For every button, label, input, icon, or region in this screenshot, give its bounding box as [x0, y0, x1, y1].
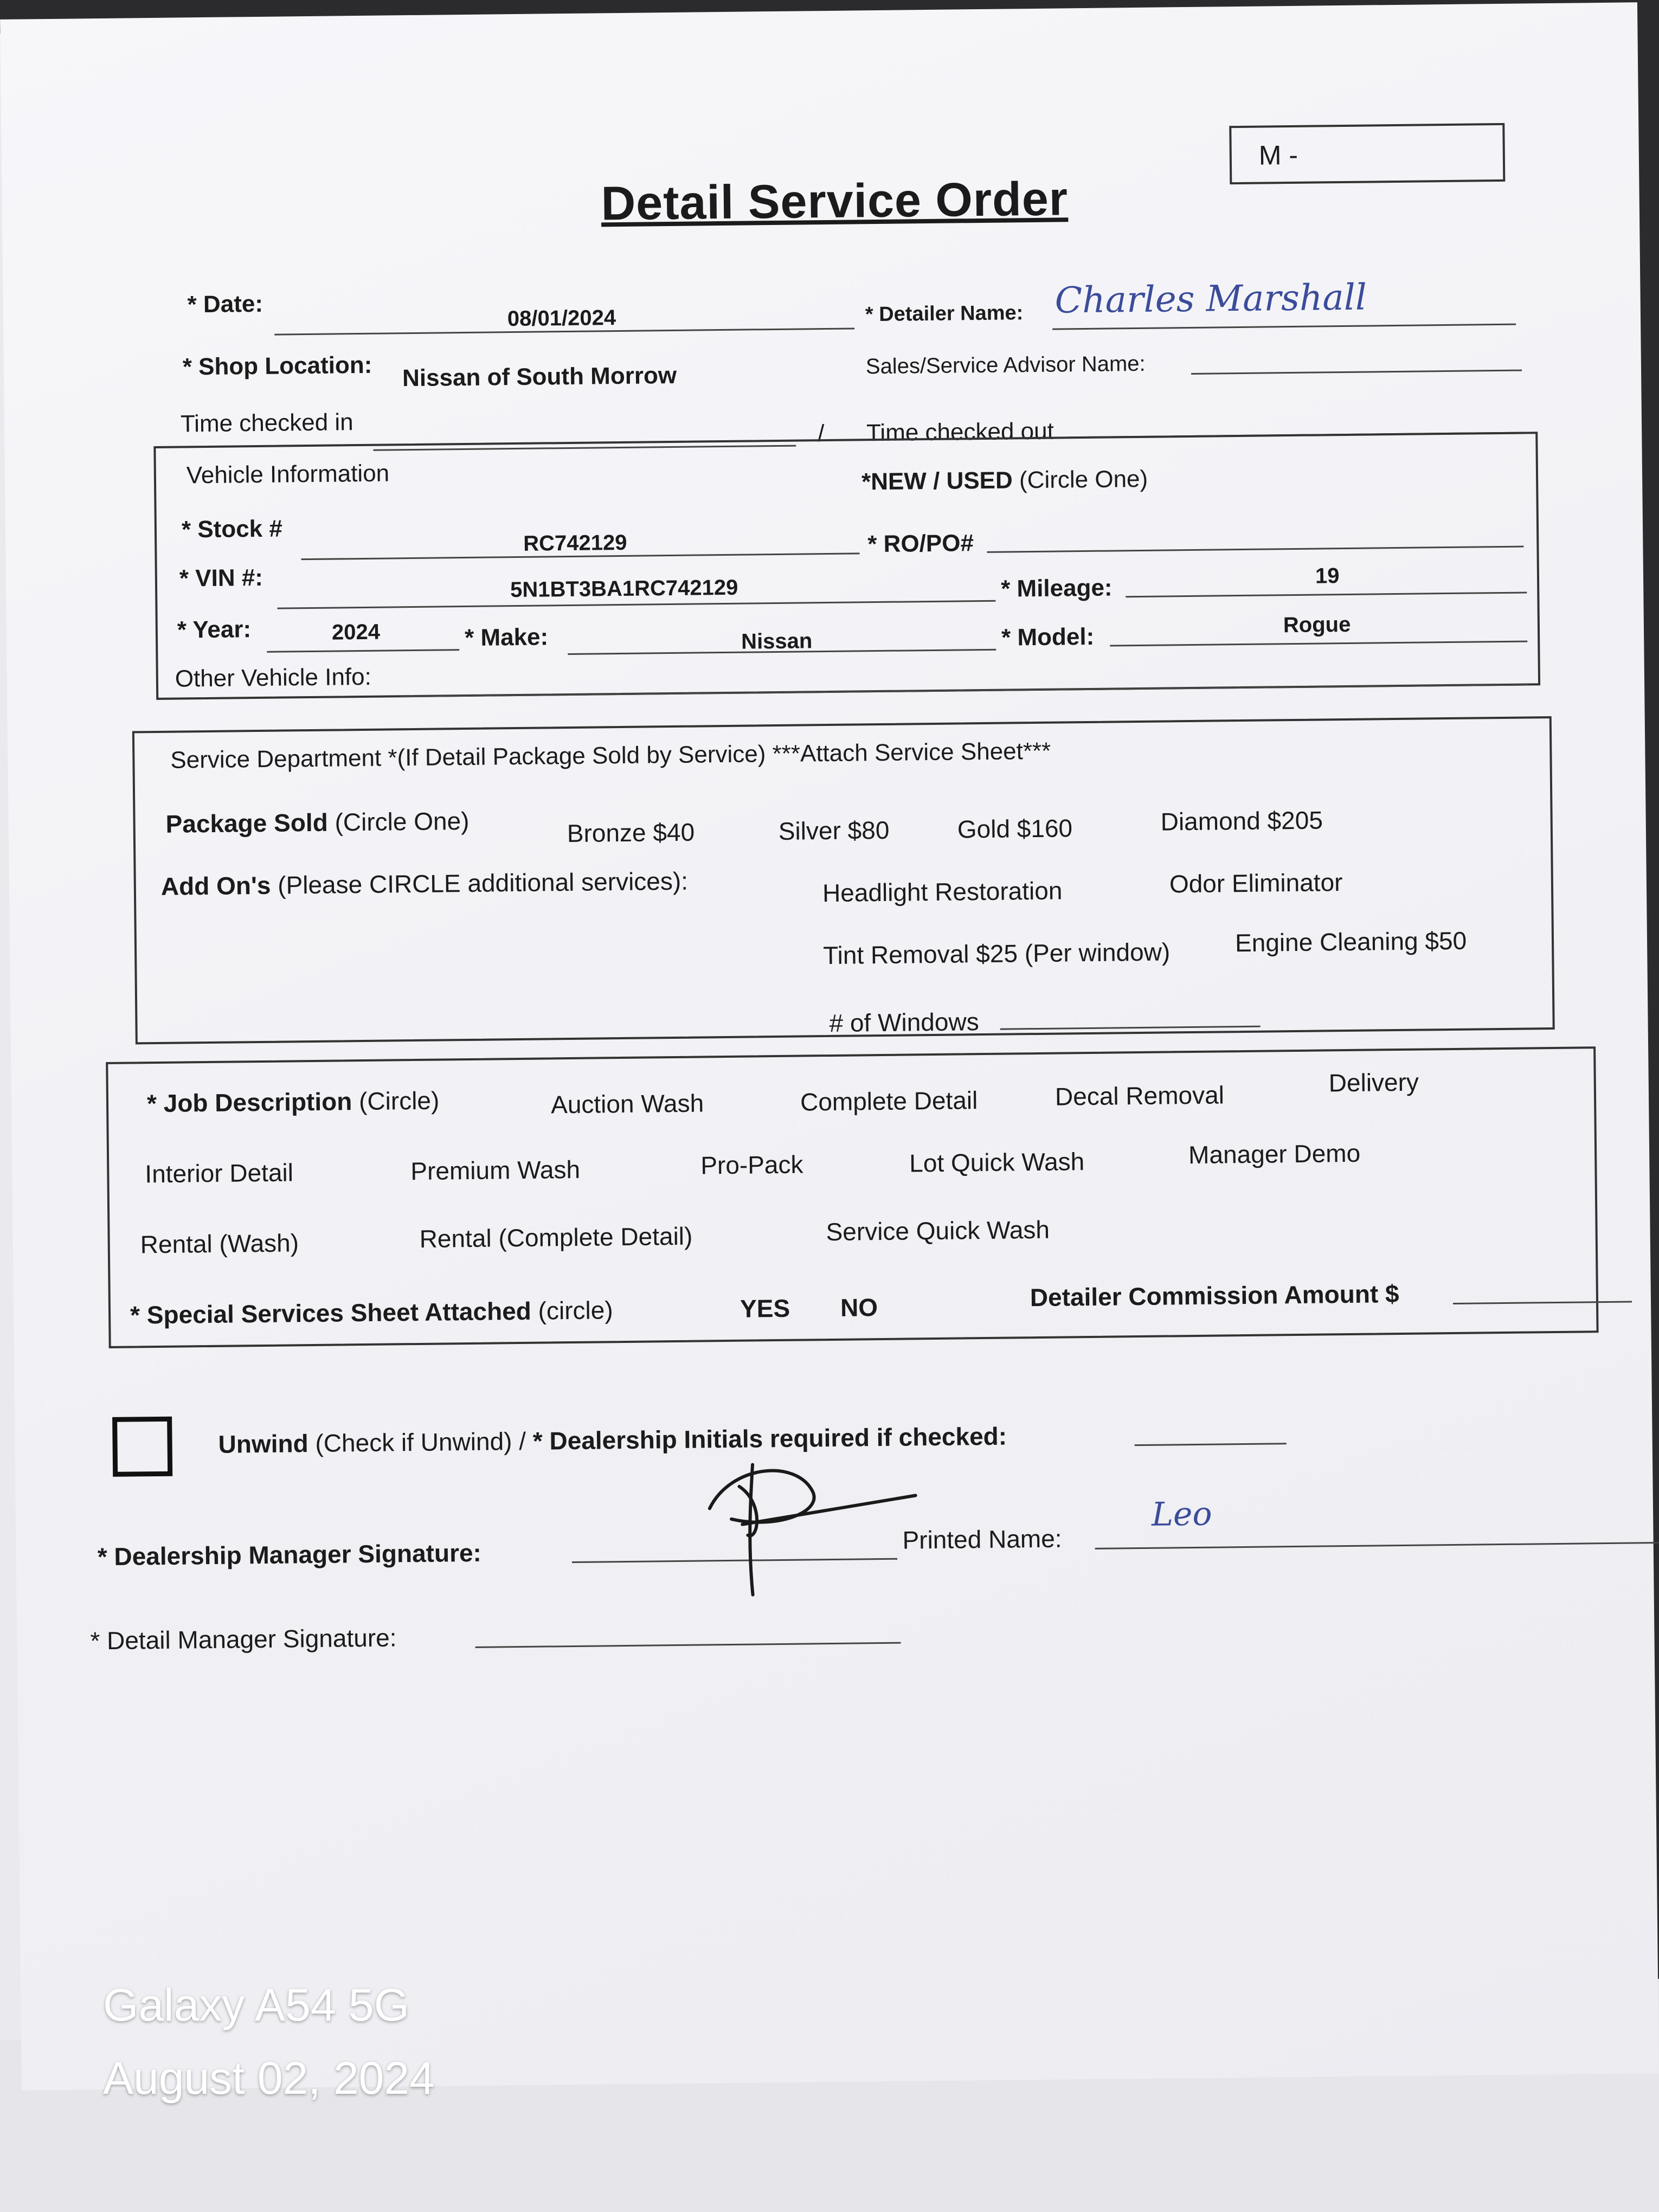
- job-description-row: [147, 1086, 440, 1118]
- ropo-label: * RO/PO#: [867, 530, 974, 558]
- addon-headlight-restoration: Headlight Restoration: [822, 876, 1063, 908]
- printed-name-line: [1095, 1542, 1659, 1549]
- service-heading: Service Department *(If Detail Package Sold by Service) ***Attach Service Sheet***: [170, 737, 1051, 774]
- advisor-label: Sales/Service Advisor Name:: [865, 351, 1146, 379]
- job-decal-removal: Decal Removal: [1054, 1081, 1225, 1111]
- job-interior-detail: Interior Detail: [145, 1158, 294, 1188]
- job-description-label: * Job Description: [146, 1087, 352, 1118]
- make-label: * Make:: [464, 623, 549, 652]
- vin-label: * VIN #:: [179, 564, 263, 592]
- package-silver: Silver $80: [778, 815, 890, 845]
- job-delivery: Delivery: [1328, 1068, 1419, 1097]
- service-order-sheet: [0, 2, 1659, 2090]
- year-value: 2024: [331, 620, 381, 645]
- job-service-quick-wash: Service Quick Wash: [826, 1215, 1050, 1246]
- printed-name-label: Printed Name:: [902, 1524, 1062, 1554]
- job-description-circle-note: (Circle): [358, 1086, 440, 1116]
- detailer-handwritten-name: Charles Marshall: [1054, 276, 1367, 321]
- job-manager-demo: Manager Demo: [1188, 1139, 1361, 1169]
- job-complete-detail: Complete Detail: [800, 1086, 978, 1116]
- addon-tint-removal: Tint Removal $25 (Per window): [822, 937, 1171, 970]
- commission-label: Detailer Commission Amount $: [1030, 1279, 1399, 1312]
- package-sold-row: [165, 806, 469, 839]
- stock-value: RC742129: [523, 530, 627, 556]
- year-label: * Year:: [177, 616, 252, 644]
- new-used-circle-note: (Circle One): [1019, 465, 1148, 494]
- special-services-circle-note: (circle): [538, 1296, 613, 1325]
- model-value: Rogue: [1283, 612, 1351, 638]
- detailer-line: [1052, 324, 1516, 330]
- time-in-label: Time checked in: [180, 409, 353, 438]
- special-yes-option: YES: [740, 1294, 790, 1323]
- package-gold: Gold $160: [957, 814, 1073, 844]
- special-no-option: NO: [840, 1293, 878, 1322]
- new-used-choice: [861, 466, 1148, 496]
- package-sold-circle-note: (Circle One): [335, 806, 470, 837]
- time-out-label: Time checked out: [866, 417, 1054, 447]
- shop-location-label: * Shop Location:: [182, 351, 372, 381]
- stock-label: * Stock #: [181, 515, 283, 543]
- package-bronze: Bronze $40: [567, 818, 695, 848]
- job-auction-wash: Auction Wash: [550, 1089, 704, 1119]
- dealer-manager-signature-label: * Dealership Manager Signature:: [97, 1538, 482, 1571]
- dealership-initials-label: * Dealership Initials required if checked:: [532, 1422, 1007, 1455]
- special-services-row: [130, 1295, 613, 1329]
- vehicle-info-heading: Vehicle Information: [186, 460, 390, 489]
- job-rental-wash: Rental (Wash): [140, 1229, 299, 1259]
- detail-manager-signature-label: * Detail Manager Signature:: [90, 1623, 397, 1655]
- time-separator: /: [817, 420, 825, 447]
- order-number-box: [1229, 123, 1505, 184]
- initials-line: [1135, 1443, 1287, 1446]
- job-rental-complete-detail: Rental (Complete Detail): [419, 1221, 693, 1253]
- unwind-checkbox[interactable]: [112, 1417, 172, 1477]
- special-services-label: * Special Services Sheet Attached: [130, 1296, 532, 1329]
- order-number-label: M -: [1258, 139, 1298, 171]
- job-pro-pack: Pro-Pack: [700, 1150, 803, 1180]
- detailer-label: * Detailer Name:: [865, 301, 1024, 326]
- package-diamond: Diamond $205: [1160, 806, 1323, 836]
- job-premium-wash: Premium Wash: [410, 1155, 581, 1186]
- addon-odor-eliminator: Odor Eliminator: [1169, 868, 1343, 898]
- camera-date-stamp: August 02, 2024: [103, 2053, 435, 2104]
- addons-note: (Please CIRCLE additional services):: [277, 866, 689, 899]
- date-label: * Date:: [187, 290, 263, 318]
- addon-engine-cleaning: Engine Cleaning $50: [1234, 926, 1467, 957]
- date-value: 08/01/2024: [507, 306, 616, 331]
- model-label: * Model:: [1001, 623, 1095, 651]
- unwind-note: (Check if Unwind) /: [315, 1426, 526, 1457]
- other-info-label: Other Vehicle Info:: [175, 663, 372, 692]
- mileage-value: 19: [1315, 564, 1340, 588]
- unwind-label: Unwind: [218, 1429, 308, 1458]
- camera-device-stamp: Galaxy A54 5G: [103, 1979, 409, 2030]
- new-used-label: *NEW / USED: [861, 467, 1013, 496]
- printed-name-handwritten: Leo: [1151, 1495, 1212, 1534]
- page-title: Detail Service Order: [601, 171, 1069, 230]
- mileage-label: * Mileage:: [1000, 574, 1113, 602]
- vin-value: 5N1BT3BA1RC742129: [510, 575, 738, 602]
- advisor-line: [1191, 370, 1522, 375]
- shop-location-value: Nissan of South Morrow: [402, 362, 677, 392]
- addons-label: Add On's: [160, 871, 271, 901]
- detail-signature-line: [475, 1642, 901, 1648]
- windows-label: # of Windows: [829, 1007, 979, 1038]
- addons-row: [161, 866, 689, 901]
- make-value: Nissan: [741, 629, 813, 654]
- job-lot-quick-wash: Lot Quick Wash: [909, 1147, 1085, 1178]
- package-sold-label: Package Sold: [165, 808, 329, 838]
